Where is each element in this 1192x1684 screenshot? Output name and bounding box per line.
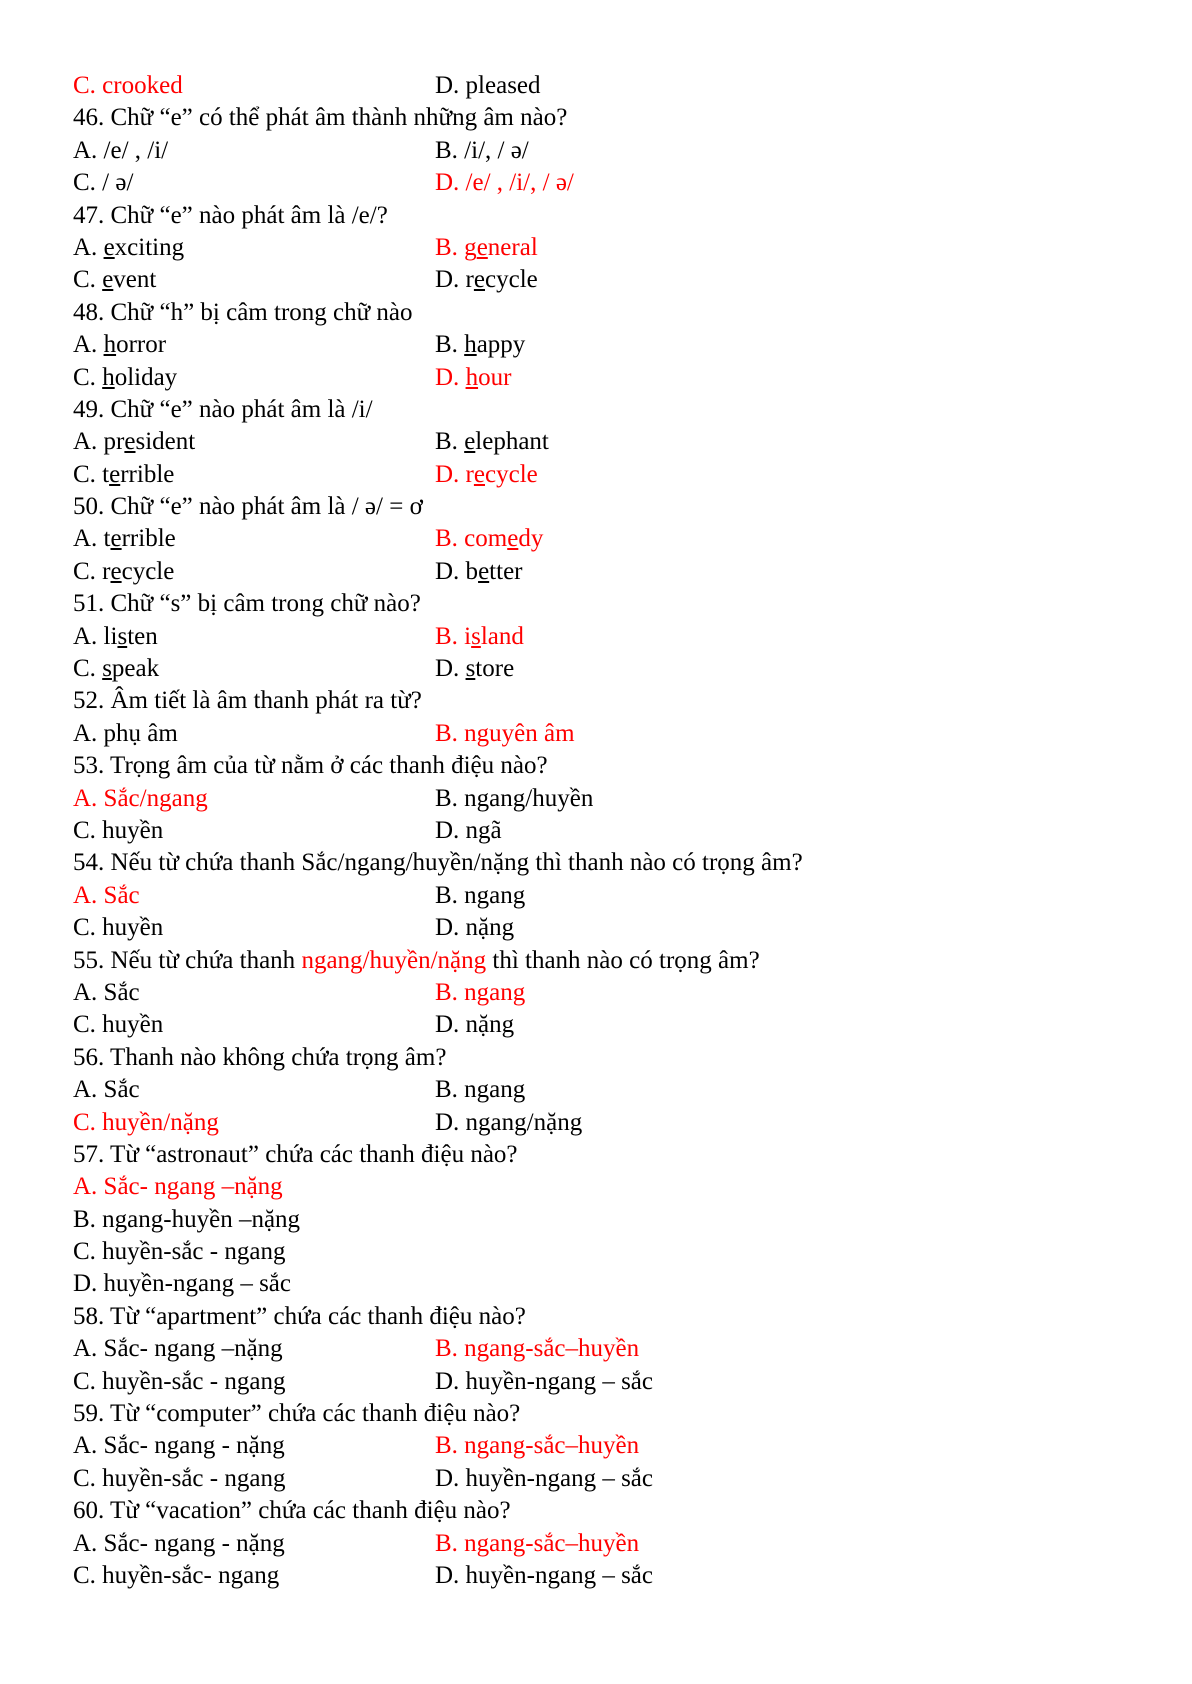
text-part: rrible <box>120 460 175 488</box>
question-line <box>73 847 1133 879</box>
option-right: B. ngang-sắc–huyền <box>435 1335 640 1363</box>
options-line <box>73 1366 1133 1398</box>
text-part: C. <box>73 266 103 294</box>
underlined-letter: e <box>507 525 519 553</box>
option-left: C. huyền-sắc- ngang <box>73 1561 280 1589</box>
option-right <box>435 232 538 264</box>
underlined-letter: e <box>124 428 136 456</box>
text-part: oliday <box>114 363 178 391</box>
text-part: dy <box>518 525 544 553</box>
option-right <box>435 621 524 653</box>
text-part: A. pr <box>73 428 125 456</box>
question-text: 57. Từ “astronaut” chứa các thanh điệu nào? <box>73 1140 518 1168</box>
text-part: thì thanh nào có trọng âm? <box>486 946 760 974</box>
underlined-letter: e <box>109 460 121 488</box>
text-part: peak <box>111 655 160 683</box>
text-part: land <box>480 622 524 650</box>
question-line <box>73 200 1133 232</box>
option-right: B. ngang-sắc–huyền <box>435 1529 640 1557</box>
option-left <box>73 266 156 293</box>
option-left: A. Sắc/ngang <box>73 784 208 812</box>
options-line <box>73 556 1133 588</box>
text-part: 55. Nếu từ chứa thanh <box>73 946 302 974</box>
option-left: A. /e/ , /i/ <box>73 136 169 164</box>
option-right: D. nặng <box>435 914 515 942</box>
option-left <box>73 364 177 391</box>
option-left: C. huyền-sắc - ngang <box>73 1367 286 1395</box>
underlined-letter: e <box>476 233 488 261</box>
option-left: A. Sắc- ngang –nặng <box>73 1335 283 1363</box>
underlined-letter: s <box>117 622 128 650</box>
underlined-letter: h <box>464 331 477 359</box>
option-left: C. crooked <box>73 72 183 99</box>
options-line <box>73 329 1133 361</box>
question-list <box>73 70 1133 1592</box>
options-line <box>73 1463 1133 1495</box>
options-line <box>73 264 1133 296</box>
question-text: 60. Từ “vacation” chứa các thanh điệu nào? <box>73 1497 511 1525</box>
option-left: C. huyền <box>73 914 164 942</box>
options-line <box>73 426 1133 458</box>
options-line <box>73 232 1133 264</box>
text-part: ten <box>127 622 158 650</box>
question-line <box>73 297 1133 329</box>
question-line <box>73 685 1133 717</box>
option-right <box>435 329 525 361</box>
option-left: C. huyền <box>73 1011 164 1039</box>
option-left <box>73 331 166 358</box>
option-right: D. huyền-ngang – sắc <box>435 1561 653 1589</box>
underlined-letter: s <box>465 655 476 683</box>
options-line <box>73 70 1133 102</box>
underlined-letter: s <box>102 655 112 683</box>
option-right: D. huyền-ngang – sắc <box>435 1367 653 1395</box>
underlined-letter: e <box>102 266 114 294</box>
option-left: B. ngang-huyền –nặng <box>73 1205 301 1233</box>
underlined-letter: e <box>473 266 485 294</box>
underlined-letter: h <box>103 331 117 359</box>
underlined-letter: e <box>473 460 485 488</box>
option-right <box>435 426 549 458</box>
options-line <box>73 459 1133 491</box>
question-line <box>73 588 1133 620</box>
option-right <box>435 264 538 296</box>
options-line <box>73 1107 1133 1139</box>
question-line <box>73 945 1133 977</box>
option-right: D. huyền-ngang – sắc <box>435 1464 653 1492</box>
text-part: cycle <box>485 266 538 294</box>
text-part: tore <box>475 655 515 683</box>
options-line <box>73 1333 1133 1365</box>
options-line <box>73 880 1133 912</box>
question-text: 56. Thanh nào không chứa trọng âm? <box>73 1043 447 1071</box>
text-part: B. g <box>435 233 477 261</box>
text-part: A. <box>73 233 104 261</box>
question-line <box>73 1398 1133 1430</box>
option-left: A. Sắc <box>73 881 140 909</box>
question-line <box>73 1301 1133 1333</box>
option-left: A. Sắc <box>73 1076 140 1104</box>
text-part: C. <box>73 363 103 391</box>
option-right <box>435 556 523 588</box>
question-text: 48. Chữ “h” bị câm trong chữ nào <box>73 298 413 326</box>
options-line <box>73 167 1133 199</box>
option-left: A. Sắc <box>73 978 140 1006</box>
options-line <box>73 621 1133 653</box>
question-text <box>73 947 760 974</box>
option-left: A. Sắc- ngang - nặng <box>73 1529 285 1557</box>
text-part: our <box>478 363 512 391</box>
underlined-letter: h <box>102 363 115 391</box>
question-line <box>73 394 1133 426</box>
text-part: D. r <box>435 266 474 294</box>
option-right <box>435 362 511 394</box>
underlined-letter: e <box>110 525 122 553</box>
text-part: lephant <box>475 428 549 456</box>
option-left: A. Sắc- ngang - nặng <box>73 1432 285 1460</box>
option-left: A. phụ âm <box>73 719 178 747</box>
option-right: D. /e/ , /i/, / ə/ <box>435 169 574 197</box>
question-line <box>73 491 1133 523</box>
question-text: 46. Chữ “e” có thể phát âm thành những âm nào? <box>73 104 568 132</box>
option-left: C. huyền-sắc - ngang <box>73 1464 286 1492</box>
option-right: D. ngang/nặng <box>435 1108 583 1136</box>
option-left: C. huyền <box>73 816 164 844</box>
options-line <box>73 783 1133 815</box>
option-right <box>435 653 514 685</box>
options-line <box>73 815 1133 847</box>
underlined-letter: e <box>103 233 115 261</box>
question-line <box>73 750 1133 782</box>
options-line <box>73 523 1133 555</box>
option-left <box>73 461 174 488</box>
text-part: vent <box>113 266 157 294</box>
question-text: 50. Chữ “e” nào phát âm là / ə/ = ơ <box>73 493 423 521</box>
text-part: B. <box>435 428 465 456</box>
option-right <box>435 523 543 555</box>
option-left: D. huyền-ngang – sắc <box>73 1270 291 1298</box>
options-line <box>73 912 1133 944</box>
option-right: D. ngã <box>435 816 502 844</box>
option-left: C. / ə/ <box>73 169 134 197</box>
options-line <box>73 135 1133 167</box>
option-right: B. ngang/huyền <box>435 784 594 812</box>
options-line <box>73 1268 1133 1300</box>
text-part: D. r <box>435 460 474 488</box>
options-line <box>73 653 1133 685</box>
options-line <box>73 1171 1133 1203</box>
option-right: B. ngang <box>435 978 526 1006</box>
text-part: cycle <box>121 557 175 585</box>
text-part: A. li <box>73 622 118 650</box>
highlighted-text: ngang/huyền/nặng <box>301 946 487 974</box>
options-line <box>73 1560 1133 1592</box>
option-left <box>73 655 159 682</box>
option-left <box>73 623 158 650</box>
options-line <box>73 1009 1133 1041</box>
question-line <box>73 102 1133 134</box>
options-line <box>73 1528 1133 1560</box>
text-part: sident <box>135 428 196 456</box>
text-part: C. t <box>73 460 110 488</box>
option-left <box>73 428 195 455</box>
option-right: B. /i/, / ə/ <box>435 136 529 164</box>
text-part: tter <box>489 557 523 585</box>
options-line <box>73 1430 1133 1462</box>
question-line <box>73 1495 1133 1527</box>
question-text: 53. Trọng âm của từ nằm ở các thanh điệu nào? <box>73 752 548 780</box>
text-part: C. r <box>73 557 111 585</box>
question-text: 52. Âm tiết là âm thanh phát ra từ? <box>73 687 422 715</box>
question-text: 49. Chữ “e” nào phát âm là /i/ <box>73 395 373 423</box>
text-part: cycle <box>485 460 538 488</box>
text-part: C. <box>73 655 103 683</box>
question-line <box>73 1042 1133 1074</box>
underlined-letter: e <box>464 428 476 456</box>
text-part: A. <box>73 331 104 359</box>
options-line <box>73 977 1133 1009</box>
question-text: 59. Từ “computer” chứa các thanh điệu nào? <box>73 1400 521 1428</box>
option-right: D. pleased <box>435 72 541 99</box>
text-part: B. <box>435 331 465 359</box>
options-line <box>73 1204 1133 1236</box>
option-left <box>73 234 184 261</box>
text-part: B. i <box>435 622 472 650</box>
text-part: rrible <box>121 525 176 553</box>
option-right: B. ngang-sắc–huyền <box>435 1432 640 1460</box>
underlined-letter: h <box>465 363 479 391</box>
text-part: orror <box>116 331 167 359</box>
question-line <box>73 1139 1133 1171</box>
text-part: A. t <box>73 525 111 553</box>
question-text: 51. Chữ “s” bị câm trong chữ nào? <box>73 590 421 618</box>
option-right <box>435 459 538 491</box>
text-part: D. <box>435 363 466 391</box>
option-left <box>73 558 174 585</box>
text-part: neral <box>487 233 538 261</box>
text-part: B. com <box>435 525 508 553</box>
underlined-letter: e <box>478 557 490 585</box>
option-right: B. ngang <box>435 1076 526 1104</box>
text-part: D. b <box>435 557 479 585</box>
option-right: B. ngang <box>435 881 526 909</box>
question-text: 47. Chữ “e” nào phát âm là /e/? <box>73 201 388 229</box>
question-text: 58. Từ “apartment” chứa các thanh điệu nào? <box>73 1302 526 1330</box>
options-line <box>73 1074 1133 1106</box>
option-left: C. huyền-sắc - ngang <box>73 1238 286 1266</box>
underlined-letter: e <box>110 557 122 585</box>
options-line <box>73 718 1133 750</box>
option-right: B. nguyên âm <box>435 719 575 747</box>
option-right: D. nặng <box>435 1011 515 1039</box>
options-line <box>73 362 1133 394</box>
question-text: 54. Nếu từ chứa thanh Sắc/ngang/huyền/nặng thì thanh nào có trọng âm? <box>73 849 803 877</box>
text-part: xciting <box>114 233 185 261</box>
options-line <box>73 1236 1133 1268</box>
option-left: C. huyền/nặng <box>73 1108 219 1136</box>
text-part: D. <box>435 655 466 683</box>
underlined-letter: s <box>471 622 481 650</box>
option-left: A. Sắc- ngang –nặng <box>73 1173 283 1201</box>
option-left <box>73 525 176 552</box>
text-part: appy <box>476 331 526 359</box>
